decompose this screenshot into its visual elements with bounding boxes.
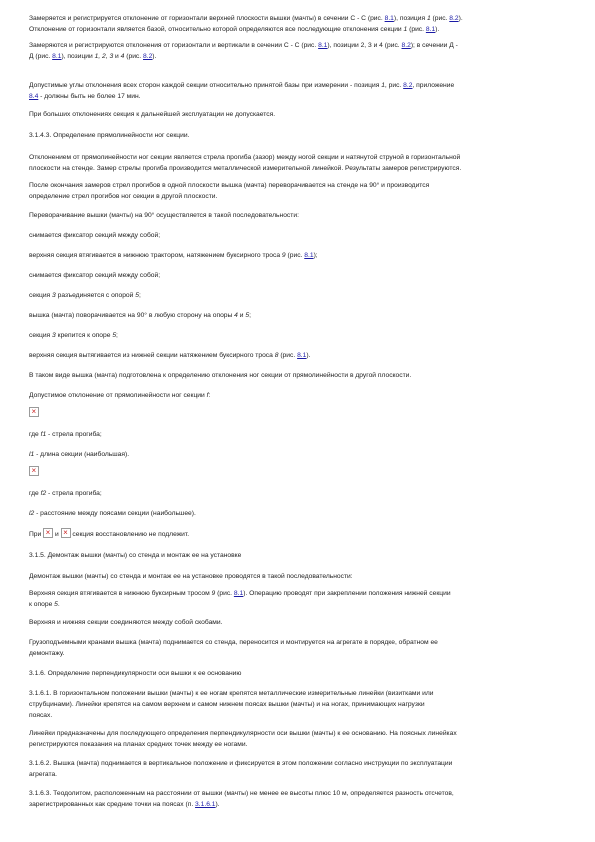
text: - длина секции (наибольшая). [34, 451, 130, 458]
text: ), позиции 2, 3 и 4 (рис. [327, 42, 402, 49]
text-line: 3.1.6.3. Теодолитом, расположенным на расстоянии от вышки (мачты) не менее ее высоты плюс 10 м, определяется разность отсчетов, [29, 790, 454, 797]
section-heading: 3.1.4.3. Определение прямолинейности ног секции. [29, 132, 190, 139]
text-line: Линейки предназначены для последующего определения перпендикулярности оси вышки (мачты) к ее основанию. На поясных линейках [29, 730, 457, 737]
link-fig-8-1[interactable]: 8.1 [52, 53, 62, 61]
text-line: 3.1.6.2. Вышка (мачта) поднимается в вертикальное положение и фиксируется в этом положении согласно инструкции по эксплуатации [29, 760, 453, 767]
text: где [29, 431, 41, 438]
list-item: снимается фиксатор секций между собой; [29, 272, 161, 279]
list-item [29, 290, 141, 301]
text: ). [458, 15, 463, 22]
text: Отклонение от горизонтали является базой, относительно которой определяются все последующие отклонения секции [29, 26, 404, 34]
section-heading: 3.1.5. Демонтаж вышки (мачты) со стенда и монтаж ее на установке [29, 552, 242, 559]
text: - стрела прогиба; [46, 490, 102, 497]
text: 8 [274, 352, 279, 359]
text: 3 [52, 332, 56, 339]
text: (рис. [215, 590, 234, 597]
link-fig-8-2[interactable]: 8.2 [403, 82, 413, 89]
text: 9 [211, 590, 216, 597]
text: к опоре [29, 601, 55, 609]
text: ). [435, 26, 440, 34]
text: f1 [40, 431, 47, 438]
paragraph [29, 637, 438, 659]
link-fig-8-1[interactable]: 8.1 [425, 26, 436, 34]
text: и [53, 531, 61, 538]
text-line: плоскости на стенде. Замер стрелы прогиба производится металлической измерительной линейкой. Результаты замеров регистрируются. [29, 165, 462, 173]
link-fig-8-1[interactable]: 8.1 [304, 252, 314, 259]
paragraph: В таком виде вышка (мачта) подготовлена к определению отклонения ног секции от прямолинейности в другой плоскости. [29, 372, 412, 379]
text: и [113, 53, 121, 61]
text: разъединяется с опорой [55, 292, 136, 299]
text: (рис. [278, 352, 298, 359]
list-item: снимается фиксатор секций между собой; [29, 232, 161, 239]
text: При [29, 531, 44, 538]
text-line: агрегата. [29, 771, 58, 779]
paragraph [29, 80, 454, 102]
paragraph [29, 152, 461, 174]
text: (рис. [285, 252, 305, 259]
text: верхняя секция вытягивается из нижней секции натяжением буксирного троса [29, 352, 275, 359]
paragraph: При больших отклонениях секция к дальнейшей эксплуатации не допускается. [29, 111, 276, 118]
link-fig-8-1[interactable]: 8.1 [297, 352, 307, 359]
list-item [29, 330, 118, 341]
text-line [29, 24, 463, 35]
text: вышка (мачта) поворачивается на 90° в любую сторону на опоры [29, 312, 235, 319]
text: ). [306, 352, 311, 359]
text-line: регистрируются показания на планах средних точек между ее ногами. [29, 741, 248, 749]
paragraph [29, 488, 102, 499]
text-line [29, 91, 454, 102]
formula-image-placeholder [29, 466, 39, 478]
text: 4 [234, 312, 238, 319]
text: ); [313, 252, 318, 259]
link-fig-8-2[interactable]: 8.2 [143, 53, 153, 61]
link-fig-8-2[interactable]: 8.2 [449, 15, 459, 22]
link-fig-8-2[interactable]: 8.2 [401, 42, 411, 49]
text: 1 [403, 26, 408, 34]
text: f2 [40, 490, 47, 497]
text: и [237, 312, 246, 319]
text-line [29, 799, 454, 810]
text: зарегистрированных как средние точки на поясах (п. [29, 801, 196, 809]
text: f [206, 392, 209, 399]
text: . [57, 601, 60, 609]
paragraph: Демонтаж вышки (мачты) со стенда и монтаж ее на установке проводятся в такой последовательности: [29, 573, 353, 580]
text-line: поясах. [29, 712, 53, 720]
text: - должны быть не более 17 мин. [38, 93, 141, 101]
paragraph [29, 13, 463, 35]
text: 5 [112, 332, 117, 339]
section-heading: 3.1.6. Определение перпендикулярности оси вышки к ее основанию [29, 670, 242, 677]
text: Допустимое отклонение от прямолинейности ног секции [29, 392, 207, 399]
text: (рис. [407, 26, 426, 34]
text: ; [138, 292, 141, 299]
text-line: 3.1.6.1. В горизонтальном положении вышки (мачты) к ее ногам крепятся металлические измерительные линейки (визитками или [29, 690, 434, 697]
text: секция [29, 292, 53, 299]
text: : [208, 392, 211, 399]
paragraph [29, 688, 434, 722]
list-item [29, 250, 318, 261]
text: 5 [54, 601, 58, 609]
paragraph [29, 758, 452, 780]
paragraph: Переворачивание вышки (мачты) на 90° осуществляется в такой последовательности: [29, 212, 299, 219]
text: ); в сечении Д - [410, 42, 458, 49]
text-line: После окончания замеров стрел прогибов в одной плоскости вышка (мачта) переворачивается на стенде на 90° и производится [29, 182, 430, 189]
text: крепится к опоре [55, 332, 113, 339]
text: l2 [29, 510, 35, 517]
text: ). [215, 801, 220, 809]
text-line: демонтажу. [29, 650, 65, 658]
text: Замеряются и регистрируются отклонения от горизонтали и вертикали в сечении С - С (рис. [29, 42, 319, 49]
broken-image-icon [43, 528, 53, 538]
text: (рис. [430, 15, 450, 22]
text-line [29, 599, 451, 610]
text: ). Операцию проводят при закреплении положения нижней секции [243, 590, 451, 597]
text: ), позиция [393, 15, 427, 22]
list-item [29, 310, 251, 321]
text: ). [152, 53, 157, 61]
paragraph [29, 588, 451, 610]
paragraph [29, 788, 454, 810]
paragraph [29, 728, 457, 750]
broken-image-icon [29, 466, 39, 476]
broken-image-icon [61, 528, 71, 538]
text: l1 [29, 451, 35, 458]
text: - стрела прогиба; [46, 431, 102, 438]
text: , приложение [412, 82, 455, 89]
text: 9 [281, 252, 286, 259]
link-section-3-1-6-1[interactable]: 3.1.6.1 [195, 801, 216, 809]
text: Д (рис. [29, 53, 53, 61]
text: Верхняя секция втягивается в нижнюю буксирным тросом [29, 590, 212, 597]
text: Замеряется и регистрируется отклонение от горизонтали верхней плоскости вышки (мачты) в сечении С - С (рис. [29, 15, 385, 22]
text: 1 [426, 15, 431, 22]
text: ; [249, 312, 251, 319]
formula-image-placeholder [29, 407, 39, 419]
text-line: определение стрел прогибов ног секции в другой плоскости. [29, 193, 218, 201]
paragraph [29, 40, 458, 62]
link-appendix-8-4[interactable]: 8.4 [29, 93, 39, 101]
broken-image-icon [29, 407, 39, 417]
text: секция [29, 332, 53, 339]
text: 1, 2, 3 [94, 53, 114, 61]
text-line [29, 13, 463, 24]
text: ; [116, 332, 118, 339]
text: верхняя секция втягивается в нижнюю трактором, натяжением буксирного троса [29, 252, 282, 259]
list-item [29, 350, 310, 361]
link-fig-8-1[interactable]: 8.1 [384, 15, 394, 22]
link-fig-8-1[interactable]: 8.1 [318, 42, 328, 49]
text-line: Грузоподъемными кранами вышка (мачта) поднимается со стенда, переносится и монтируется на агрегате в порядке, обратном ее [29, 639, 438, 646]
text-line [29, 51, 458, 62]
text: ), позиции [61, 53, 95, 61]
text: 1 [381, 82, 385, 89]
text: секция восстановлению не подлежит. [70, 531, 190, 538]
text: где [29, 490, 41, 497]
text-line [29, 40, 458, 51]
text: 5 [245, 312, 250, 319]
paragraph [29, 429, 102, 440]
paragraph [29, 449, 129, 460]
text: - расстояние между поясами секции (наибольшее). [34, 510, 196, 517]
text-line: Отклонением от прямолинейности ног секции является стрела прогиба (зазор) между ногой секции и натянутой струной в горизонтальной [29, 154, 461, 161]
text: 4 [120, 53, 125, 61]
text-line: струбцинами). Линейки крепятся на самом верхнем и самом нижнем поясах вышки (мачты) и на ногах, принимающих нагрузки [29, 701, 425, 709]
link-fig-8-1[interactable]: 8.1 [233, 590, 244, 597]
text-line [29, 80, 454, 91]
text-line [29, 588, 451, 599]
paragraph: Верхняя и нижняя секции соединяются между собой скобами. [29, 619, 223, 626]
paragraph [29, 528, 189, 540]
text: (рис. [124, 53, 143, 61]
text: 5 [135, 292, 139, 299]
text: 3 [52, 292, 56, 299]
paragraph [29, 508, 196, 519]
paragraph [29, 180, 429, 202]
paragraph [29, 390, 210, 401]
text: , рис. [384, 82, 404, 89]
text: Допустимые углы отклонения всех сторон каждой секции относительно принятой базы при измерении - позиция [29, 82, 382, 89]
